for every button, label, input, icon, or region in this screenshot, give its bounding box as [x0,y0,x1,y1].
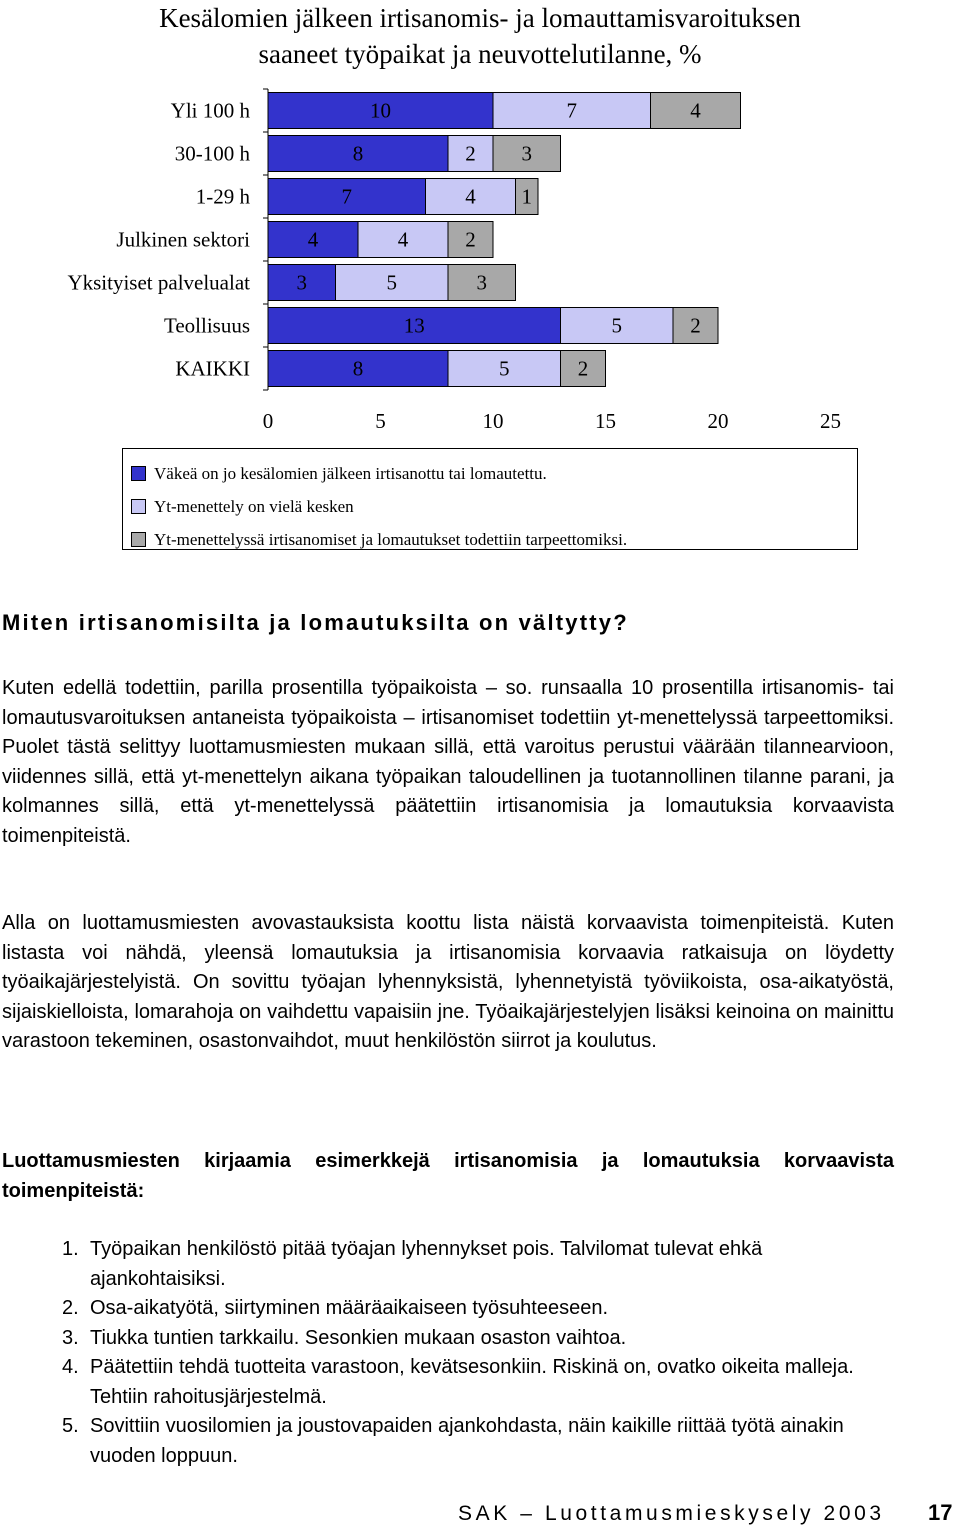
footer-text: SAK – Luottamusmieskysely 2003 [458,1502,885,1525]
legend-swatch-series-2 [131,499,146,514]
legend-entry [131,490,857,523]
list-text: Tiukka tuntien tarkkailu. Sesonkien mukaan osaston vaihtoa. [90,1326,627,1349]
category-label: 1-29 h [195,184,250,209]
bar-data-label: 8 [352,141,364,166]
list-text: Sovittiin vuosilomien ja joustovapaiden ajankohdasta, näin kaikille riittää työtä ainakin vuoden loppuun. [90,1415,844,1467]
x-tick-label: 15 [595,409,616,433]
list-heading: Luottamusmiesten kirjaamia esimerkkejä irtisanomisia ja lomautuksia korvaavista toimenpiteistä: [2,1150,894,1202]
bar-data-label: 1 [521,184,532,209]
bar-data-label: 4 [397,227,409,252]
bar-data-label: 8 [352,356,364,381]
list-number: 5. [62,1415,79,1437]
x-tick-label: 20 [707,409,729,433]
list-item [62,1324,882,1354]
bar-data-label: 4 [690,98,701,123]
category-label: Julkinen sektori [116,227,250,252]
x-tick-label: 5 [375,409,386,433]
category-label: 30-100 h [174,141,250,166]
category-label: Teollisuus [163,313,250,338]
bar-data-label: 5 [499,356,510,381]
section-heading: Miten irtisanomisilta ja lomautuksilta on vältytty? [2,610,629,635]
x-tick-label: 25 [820,409,841,433]
bar-data-label: 5 [386,270,397,295]
paragraph: Alla on luottamusmiesten avovastauksista koottu lista näistä korvaavista toimenpiteistä. Kuten listasta voi nähdä, yleensä lomautuksia ja irtisanomisia korvaavia ratkaisuja on löydetty työaikajärjestelyistä. On sovittu työajan lyhennyksistä, lyhennetyistä työviikoista, osa-aikatyöstä, sijaiskielloista, lomarahoja on vaihdettu vapaisiin jne. Työaikajärjestelyjen lisäksi keinoina on mainittu varastoon tekeminen, osastonvaihdot, muut henkilöstön siirrot ja koulutus. [2,912,894,1052]
stacked-bar-chart [0,80,960,440]
category-label: Yksityiset palvelualat [67,270,250,295]
legend-swatch-series-3 [131,532,146,547]
page-number: 17 [928,1500,953,1525]
paragraph: Kuten edellä todettiin, parilla prosentilla työpaikoista – so. runsaalla 10 prosentilla irtisanomis- tai lomautusvaroituksen antaneista työpaikoista – irtisanomiset todettiin yt-menettelyssä tarpeettomiksi. Puolet tästä selittyy luottamusmiesten mukaan sillä, että varoitus perustui väärään tilannearvioon, viidennes sillä, että yt-menettelyn aikana työpaikan taloudellinen ja tuotannollinen tilanne parani, ja kolmannes sillä, että yt-menettelyssä päätettiin irtisanomisia ja lomautuksia korvaavista toimenpiteistä. [2,677,894,847]
list-text: Päätettiin tehdä tuotteita varastoon, kevätsesonkiin. Riskinä on, ovatko oikeita malleja. Tehtiin rahoitusjärjestelmä. [90,1356,854,1408]
bar-data-label: 2 [465,227,476,252]
bar-data-label: 2 [690,313,701,338]
list-text: Osa-aikatyötä, siirtyminen määräaikaiseen työsuhteeseen. [90,1297,609,1319]
list-number: 2. [62,1297,79,1319]
legend-entry [131,523,857,556]
bar-data-label: 3 [296,270,307,295]
category-label: Yli 100 h [170,98,250,123]
x-tick-label: 0 [262,409,274,433]
legend-label: Yt-menettelyssä irtisanomiset ja lomautukset todettiin tarpeettomiksi. [154,529,628,549]
list-text: Työpaikan henkilöstö pitää työajan lyhennykset pois. Talvilomat tulevat ehkä ajankohtaisiksi. [90,1238,763,1290]
list-item [62,1353,882,1412]
bar-data-label: 7 [566,98,577,123]
list-number: 1. [62,1238,79,1260]
bar-data-label: 2 [577,356,589,381]
chart-title-line-2: saaneet työpaikat ja neuvottelutilanne, % [258,39,702,69]
list-item [62,1294,882,1324]
bar-data-label: 13 [403,313,425,338]
list-number: 3. [62,1326,79,1349]
list-item [62,1235,882,1294]
list-item [62,1412,882,1471]
bar-data-label: 4 [307,227,319,252]
chart-title [0,0,960,72]
bar-data-label: 10 [370,98,391,123]
bar-data-label: 7 [341,184,352,209]
legend-label: Väkeä on jo kesälomien jälkeen irtisanottu tai lomautettu. [154,463,547,483]
bar-data-label: 5 [611,313,622,338]
category-label: KAIKKI [175,356,250,381]
bar-data-label: 4 [465,184,476,209]
list-number: 4. [62,1356,79,1378]
chart-legend [122,448,858,550]
legend-entry [131,457,857,490]
bar-data-label: 3 [521,141,532,166]
bar-data-label: 2 [465,141,476,166]
legend-swatch-series-1 [131,466,146,481]
chart-title-line-1: Kesälomien jälkeen irtisanomis- ja lomauttamisvaroituksen [159,3,801,33]
x-tick-label: 10 [482,409,504,433]
bar-data-label: 3 [476,270,487,295]
legend-label: Yt-menettely on vielä kesken [154,496,354,516]
example-list [62,1235,882,1471]
